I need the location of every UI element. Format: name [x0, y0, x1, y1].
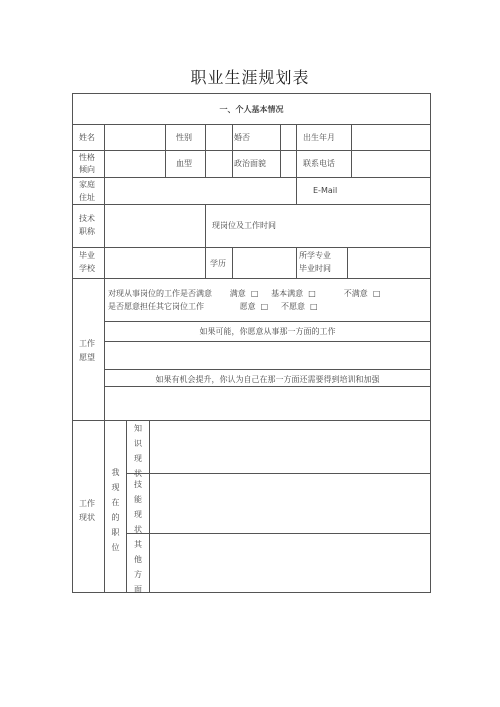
wish-training-answer[interactable] [105, 387, 430, 420]
table-border-top [72, 93, 431, 94]
title-field[interactable] [105, 205, 205, 247]
wish-other-post: 是否愿意担任其它岗位工作 愿意 □ 不愿意 □ [108, 302, 318, 311]
page-title: 职业生涯规划表 [190, 68, 310, 87]
label-birth: 出生年月 [303, 133, 335, 142]
post-time-field[interactable] [297, 205, 430, 247]
knowledge-status-field[interactable] [150, 421, 430, 473]
label-current-position [105, 465, 126, 555]
label-major: 所学专业 [299, 251, 331, 260]
label-char: 的 [111, 513, 120, 522]
label-political: 政治面貌 [234, 159, 266, 168]
label-char: 现 [134, 510, 142, 519]
label-post-time: 现岗位及工作时间 [212, 221, 276, 230]
label-school-1: 毕业 [79, 251, 95, 260]
label-phone: 联系电话 [303, 159, 335, 168]
name-field[interactable] [105, 125, 165, 150]
label-address-1: 家庭 [79, 180, 95, 189]
label-graduation: 毕业时间 [299, 264, 331, 273]
label-school-2: 学校 [79, 264, 95, 273]
rule [104, 321, 431, 322]
career-plan-table [72, 93, 431, 593]
address-field[interactable] [105, 178, 296, 204]
blood-field[interactable] [206, 151, 232, 177]
table-border-left [72, 93, 73, 593]
wish-satisfaction: 对现从事岗位的工作是否满意 满意 □ 基本满意 □ 不满意 □ [108, 289, 381, 298]
label-knowledge [127, 421, 149, 481]
label-degree: 学历 [210, 259, 226, 268]
rule [296, 124, 297, 204]
label-char: 识 [134, 439, 142, 448]
degree-field[interactable] [233, 248, 296, 278]
label-char: 他 [134, 555, 142, 564]
label-wish-2: 愿望 [79, 353, 95, 362]
label-char: 我 [111, 468, 120, 477]
label-char: 现 [134, 454, 142, 463]
label-char: 能 [134, 495, 142, 504]
personality-field[interactable] [105, 151, 165, 177]
other-status-field[interactable] [150, 534, 430, 592]
wish-prompt-training: 如果有机会提升，你认为自己在那一方面还需要得到培训和加强 [155, 375, 380, 384]
label-char: 技 [134, 480, 142, 489]
label-char: 其 [134, 540, 142, 549]
label-char: 职 [111, 528, 120, 537]
label-char: 面 [134, 585, 142, 594]
gender-field[interactable] [206, 125, 232, 150]
label-char: 现 [111, 483, 120, 492]
label-char: 知 [134, 424, 142, 433]
label-char: 状 [134, 469, 142, 478]
label-other [127, 537, 149, 597]
label-email: E-Mail [313, 186, 338, 195]
label-skills [127, 477, 149, 537]
label-char: 在 [111, 498, 120, 507]
rule [165, 124, 166, 177]
label-marital: 婚否 [234, 133, 250, 142]
marital-field[interactable] [281, 125, 296, 150]
rule [104, 369, 431, 370]
label-char: 状 [134, 525, 142, 534]
label-title-2: 职称 [79, 227, 95, 236]
label-char: 方 [134, 570, 142, 579]
school-field[interactable] [105, 248, 205, 278]
rule [232, 124, 233, 177]
skills-status-field[interactable] [150, 474, 430, 533]
phone-field[interactable] [352, 151, 430, 177]
label-blood: 血型 [176, 159, 192, 168]
label-personality-2: 倾向 [79, 165, 95, 174]
label-name: 姓名 [79, 133, 95, 142]
wish-prompt-field: 如果可能，你愿意从事那一方面的工作 [199, 327, 336, 336]
table-border-right [430, 93, 431, 593]
wish-field-answer[interactable] [105, 342, 430, 369]
birth-field[interactable] [352, 125, 430, 150]
label-title-1: 技术 [79, 214, 95, 223]
rule [72, 278, 431, 279]
section-heading: 一、个人基本情况 [219, 105, 284, 114]
rule [296, 247, 297, 278]
major-field[interactable] [348, 248, 430, 278]
label-status-1: 工作 [79, 499, 95, 508]
political-field[interactable] [281, 151, 296, 177]
rule [205, 204, 206, 278]
label-gender: 性别 [176, 133, 192, 142]
label-char: 位 [111, 543, 120, 552]
label-address-2: 住址 [79, 193, 95, 202]
label-status-2: 现状 [79, 513, 95, 522]
label-wish-1: 工作 [79, 339, 95, 348]
label-personality-1: 性格 [79, 153, 95, 162]
